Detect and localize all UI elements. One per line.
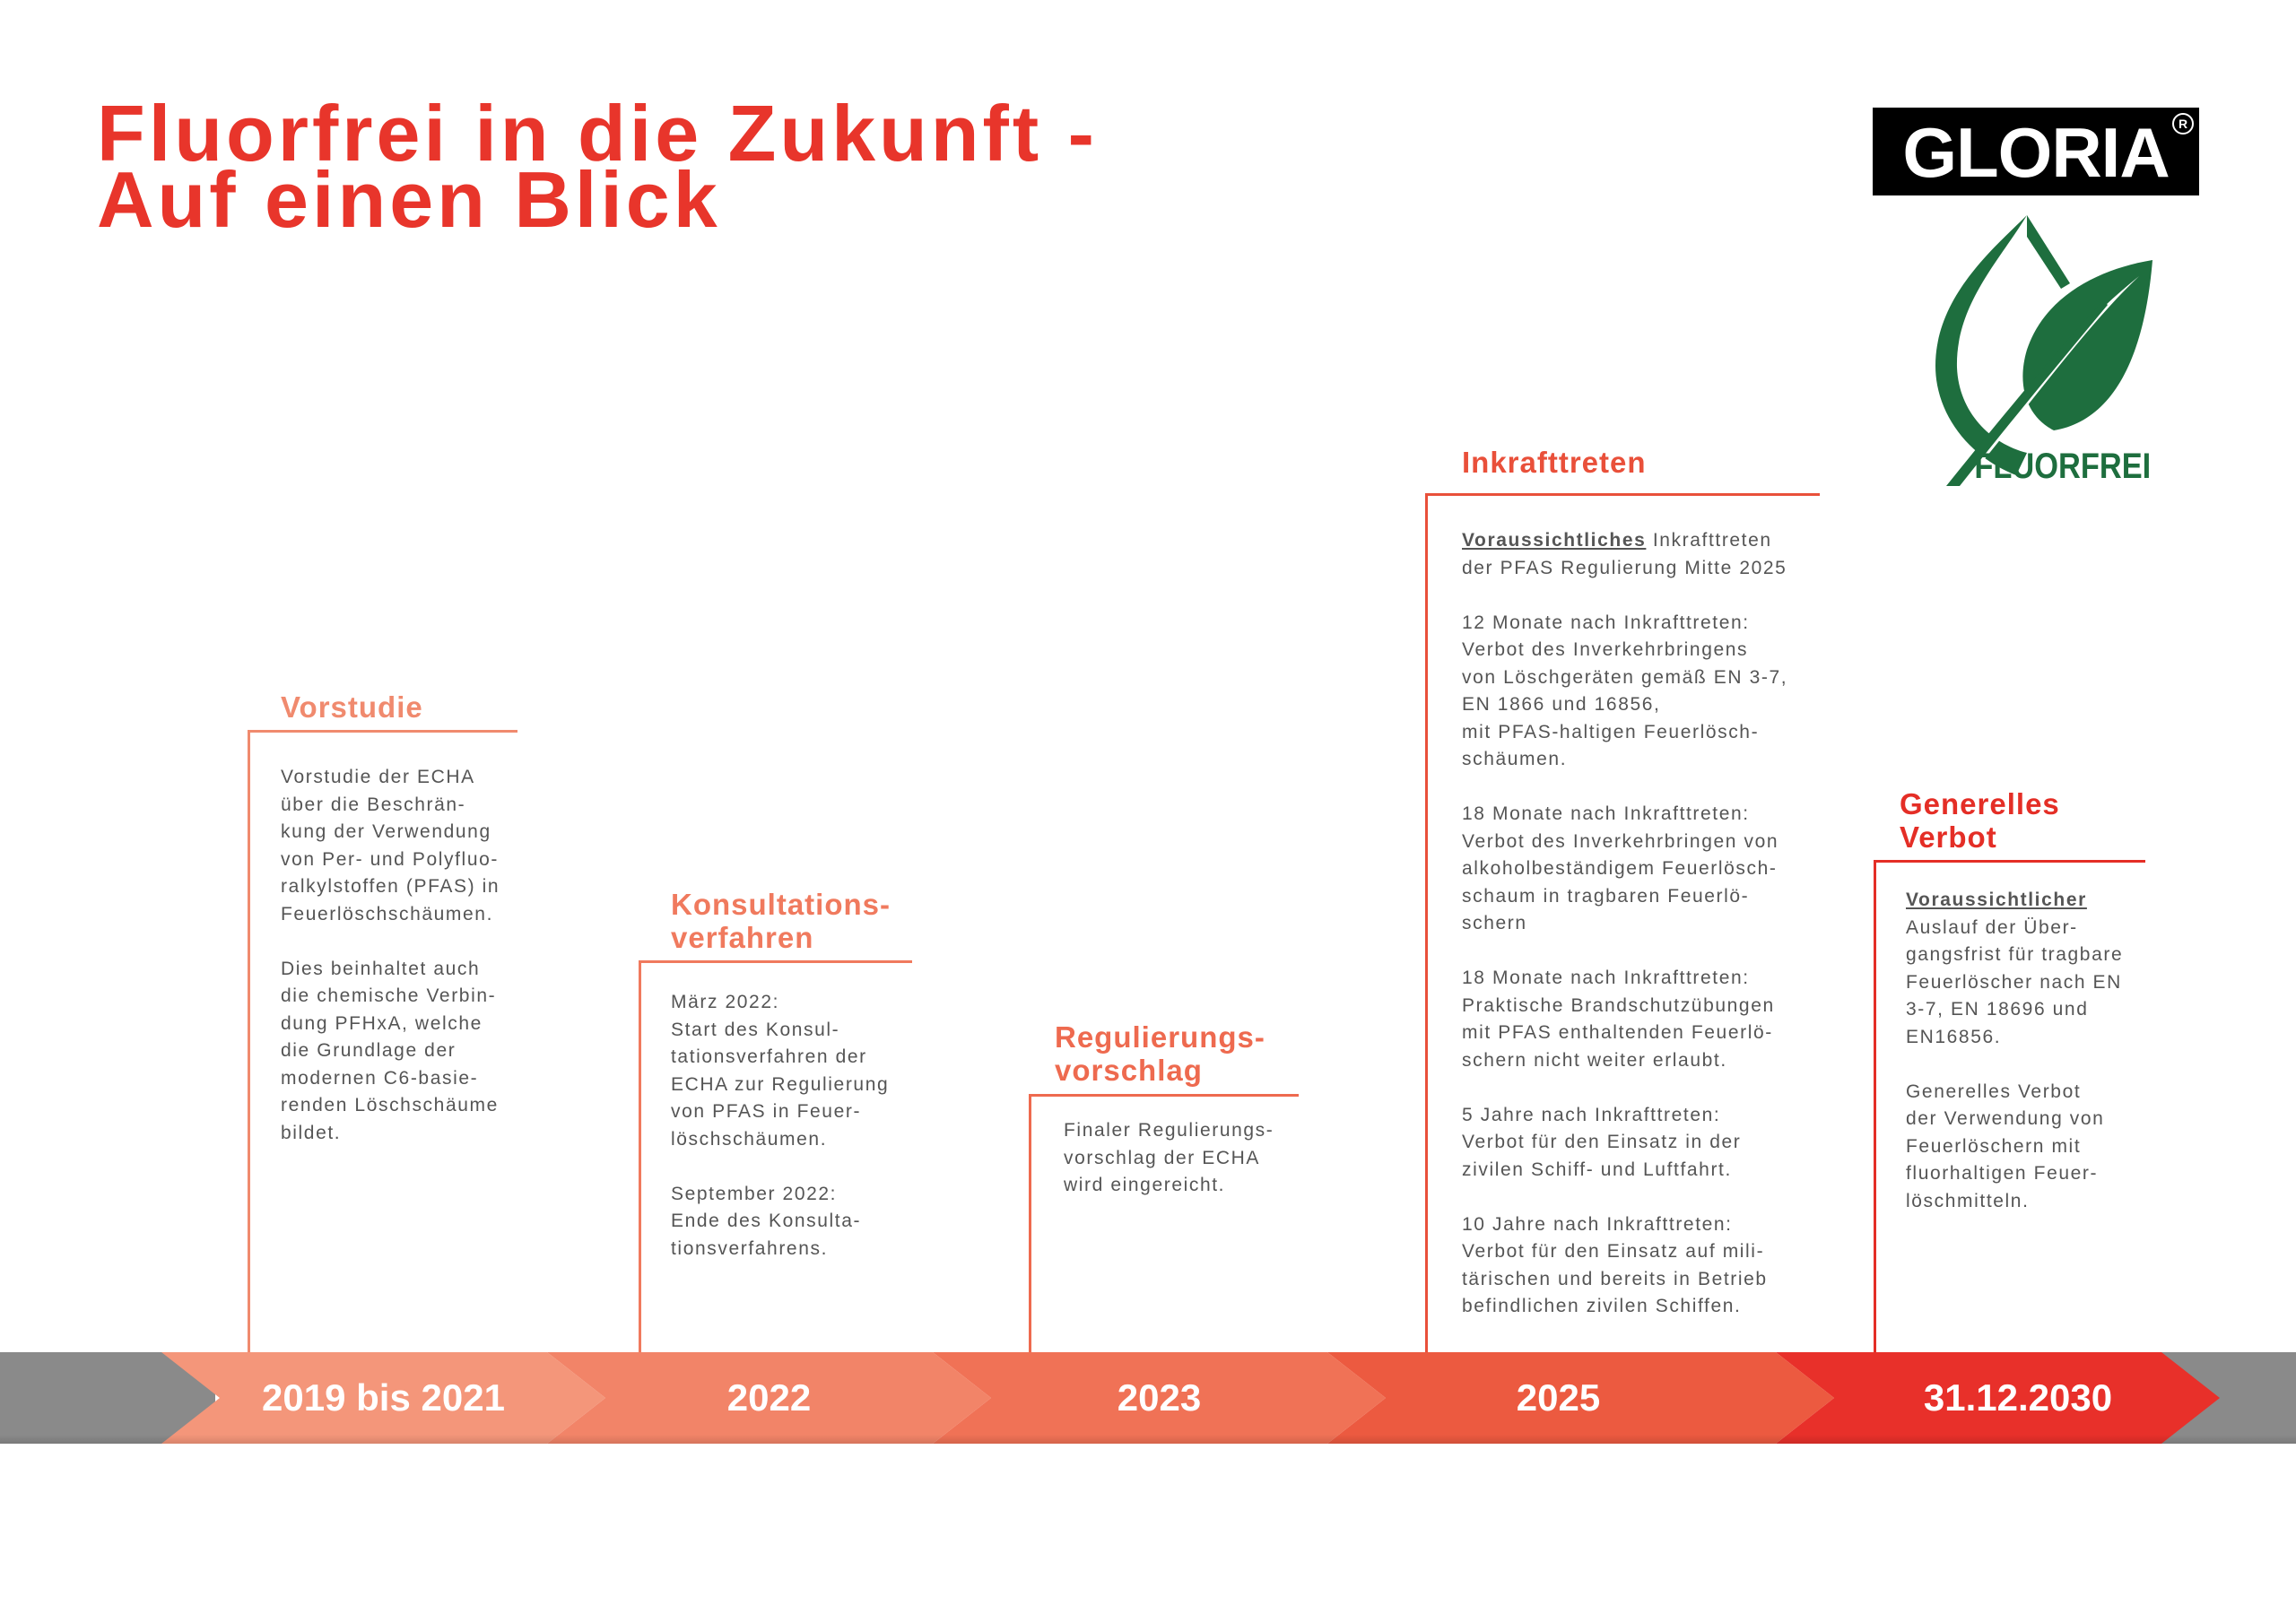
timeline-label-2025: 2025 [1516,1376,1601,1419]
phase-generelles-verbot-text [1906,887,2148,1215]
timeline-label-2023: 2023 [1117,1376,1202,1419]
phase-regulierungsvorschlag-heading: Regulierungs- vorschlag [1055,1020,1265,1087]
phase-vorstudie-paragraph: Dies beinhaltet auch die chemische Verbin- dung PFHxA, welche die Grundlage der modernen C6-basie- renden Löschschäume bildet. [281,958,499,1143]
phase-generelles-verbot-heading: Generelles Verbot [1900,787,2060,854]
phase-generelles-verbot-lead [1906,887,2148,1051]
phase-inkrafttreten-paragraph: 18 Monate nach Inkrafttreten: Verbot des Inverkehrbringen von alkoholbeständigem Feuerlösch- schaum in tragbaren Feuerlö- schern [1462,803,1779,933]
phase-konsultationsverfahren-paragraph: September 2022: Ende des Konsulta- tionsverfahrens. [671,1183,862,1259]
gloria-logo [1873,108,2199,195]
phase-konsultationsverfahren-heading: Konsultations- verfahren [671,888,891,954]
phase-generelles-verbot-paragraph: Generelles Verbot der Verwendung von Feuerlöschern mit fluorhaltigen Feuer- löschmitteln. [1906,1081,2105,1211]
phase-regulierungsvorschlag-text [1064,1117,1297,1200]
phase-inkrafttreten-paragraph: 18 Monate nach Inkrafttreten: Praktische Brandschutzübungen mit PFAS enthaltenden Feuerlö- schern nicht weiter erlaubt. [1462,968,1775,1071]
phase-inkrafttreten-lead [1462,527,1821,582]
phase-konsultationsverfahren-paragraph: März 2022: Start des Konsul- tationsverfahren der ECHA zur Regulierung von PFAS in Feuer- löschschäumen. [671,992,890,1150]
gloria-logo-text: GLORIA [1902,113,2170,192]
phase-inkrafttreten-paragraph: 10 Jahre nach Inkrafttreten: Verbot für den Einsatz auf mili- tärischen und bereits in Betrieb befindlichen zivilen Schiffen. [1462,1213,1768,1316]
phase-inkrafttreten-text [1462,527,1821,1321]
timeline-label-2030: 31.12.2030 [1923,1376,2113,1419]
phase-inkrafttreten-paragraph: 12 Monate nach Inkrafttreten: Verbot des Inverkehrbringens von Löschgeräten gemäß EN 3-7, EN 1866 und 16856, mit PFAS-haltigen Feuerlösch- schäumen. [1462,612,1788,769]
timeline-label-2022: 2022 [726,1376,812,1419]
phase-vorstudie-heading: Vorstudie [281,690,423,724]
phase-generelles-verbot-lead-rest: Auslauf der Über- gangsfrist für tragbare Feuerlöscher nach EN 3-7, EN 18696 und EN16856. [1906,916,2124,1047]
phase-inkrafttreten-heading: Inkrafttreten [1462,446,1647,479]
timeline-label-2019-2021: 2019 bis 2021 [262,1376,505,1419]
phase-vorstudie-paragraph: Vorstudie der ECHA über die Beschrän- kung der Verwendung von Per- und Polyfluo- ralkylstoffen (PFAS) in Feuerlöschschäumen. [281,767,500,924]
phase-inkrafttreten-lead-underlined: Voraussichtliches [1462,530,1647,551]
phase-generelles-verbot-lead-underlined: Voraussichtlicher [1906,890,2087,910]
phase-vorstudie-text [281,764,514,1147]
registered-mark-icon: R [2172,113,2194,135]
page-title-line-2: Auf einen Blick [97,155,721,244]
fluorfrei-badge-label: FLUORFREI [1974,447,2152,486]
phase-inkrafttreten-lead-rest: Inkrafttreten der PFAS Regulierung Mitte 2025 [1462,530,1787,578]
page-title [97,89,1098,244]
page-title-line-1: Fluorfrei in die Zukunft - [97,89,1098,178]
phase-konsultationsverfahren-text [671,989,913,1263]
phase-regulierungsvorschlag-paragraph: Finaler Regulierungs- vorschlag der ECHA wird eingereicht. [1064,1120,1274,1195]
phase-inkrafttreten-paragraph: 5 Jahre nach Inkrafttreten: Verbot für den Einsatz in der zivilen Schiff- und Luftfahrt. [1462,1104,1742,1180]
